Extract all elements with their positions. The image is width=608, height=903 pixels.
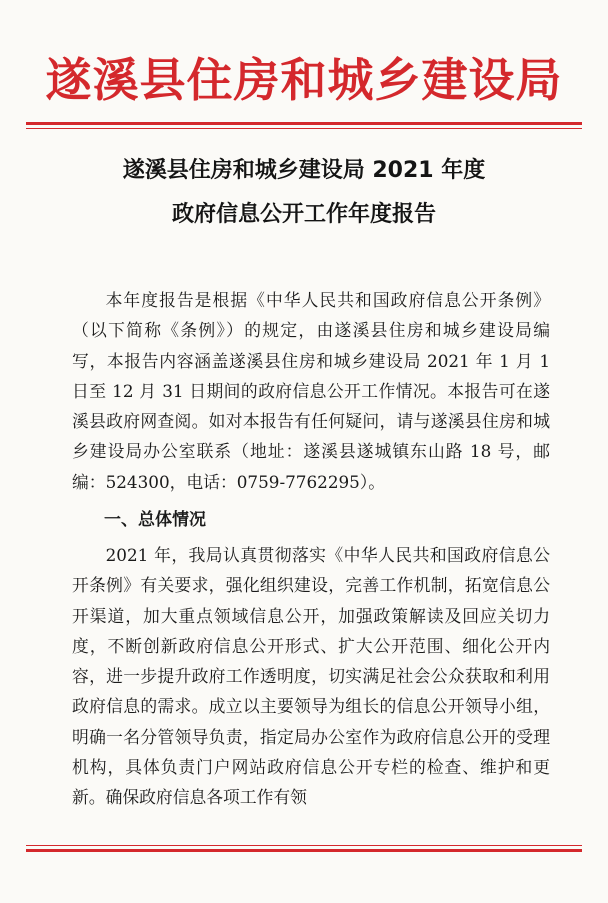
letterhead-rule-bottom <box>26 128 582 129</box>
overview-paragraph: 2021 年，我局认真贯彻落实《中华人民共和国政府信息公开条例》有关要求，强化组织建设，完善工作机制，拓宽信息公开渠道，加大重点领域信息公开，加强政策解读及回应关切力度，不断创新政府信息公开形式、扩大公开范围、细化公开内容，进一步提升政府工作透明度，切实满足社会公众获取和利用政府信息的需求。成立以主要领导为组长的信息公开领导小组，明确一名分管领导负责，指定局办公室作为政府信息公开的受理机构，具体负责门户网站政府信息公开专栏的检查、维护和更新。确保政府信息各项工作有领 <box>72 545 550 808</box>
footer-rule-top <box>26 845 582 846</box>
report-title-line1: 遂溪县住房和城乡建设局 2021 年度 <box>122 158 486 183</box>
intro-paragraph: 本年度报告是根据《中华人民共和国政府信息公开条例》（以下简称《条例》）的规定，由遂溪县住房和城乡建设局编写，本报告内容涵盖遂溪县住房和城乡建设局 2021 年 1 月 1 日至 12 月 31 日期间的政府信息公开工作情况。本报告可在遂溪县政府网查阅。如对本报告有任何疑问，请与遂溪县住房和城乡建设局办公室联系（地址：遂溪县遂城镇东山路 18 号，邮编：524300，电话：0759-7762295）。 <box>72 290 550 492</box>
letterhead-org-name: 遂溪县住房和城乡建设局 <box>45 53 563 107</box>
footer-rule-bottom <box>26 849 582 852</box>
section-heading-overview: 一、总体情况 <box>104 510 206 530</box>
letterhead-rule-top <box>26 122 582 125</box>
report-title-line2: 政府信息公开工作年度报告 <box>171 202 436 227</box>
